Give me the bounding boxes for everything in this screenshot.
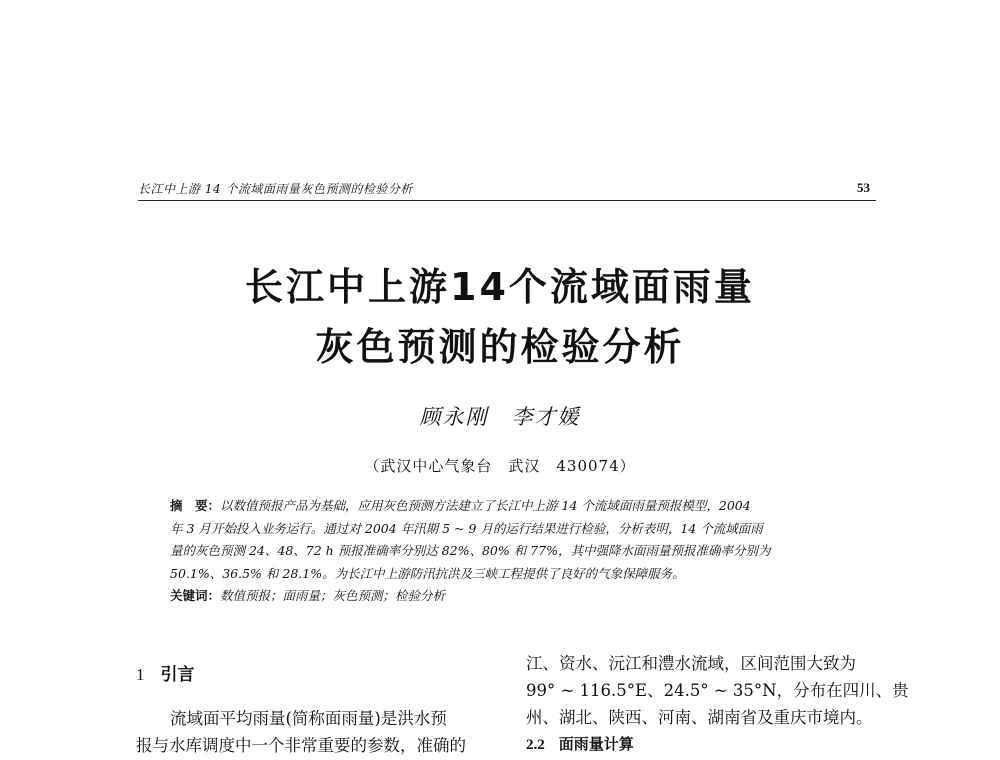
abstract-label: 摘 要：	[170, 498, 221, 513]
body-line: 州、湖北、陕西、河南、湖南省及重庆市境内。	[526, 708, 873, 727]
abstract-text: 以数值预报产品为基础，应用灰色预测方法建立了长江中上游 14 个流域面雨量预报模型，2004	[220, 498, 751, 513]
body-line: 流域面平均雨量(简称面雨量)是洪水预	[170, 709, 447, 728]
keywords-label: 关键词：	[170, 588, 221, 603]
affiliation: （武汉中心气象台 武汉 430074）	[364, 457, 636, 475]
keywords	[170, 585, 850, 608]
body-line: 99° ~ 116.5°E、24.5° ~ 35°N，分布在四川、贵	[526, 681, 909, 700]
abstract-line: 量的灰色预测 24、48、72 h 预报准确率分别达 82%、80% 和 77%，其中强降水面雨量预报准确率分别为	[170, 543, 771, 558]
abstract	[170, 495, 850, 608]
left-column	[136, 660, 496, 759]
subsection-number: 2.2	[526, 737, 545, 753]
paper-title-line-2: 灰色预测的检验分析	[315, 325, 685, 369]
running-head	[138, 176, 876, 201]
abstract-line: 年 3 月开始投入业务运行。通过对 2004 年汛期 5 ~ 9 月的运行结果进行检验，分析表明，14 个流域面雨	[170, 520, 763, 536]
section-title: 引言	[160, 665, 195, 685]
subsection-title: 面雨量计算	[558, 735, 634, 753]
right-column	[526, 650, 909, 758]
subsection-heading	[526, 731, 886, 758]
body-line: 报与水库调度中一个非常重要的参数，准确的	[136, 736, 466, 755]
body-line: 江、资水、沅江和澧水流域，区间范围大致为	[526, 654, 856, 673]
running-head-title: 长江中上游 14 个流域面雨量灰色预测的检验分析	[138, 182, 413, 196]
keywords-text: 数值预报；面雨量；灰色预测；检验分析	[220, 588, 446, 603]
abstract-line	[170, 495, 850, 518]
abstract-line: 50.1%、36.5% 和 28.1%。为长江中上游防汛抗洪及三峡工程提供了良好的气象保障服务。	[170, 565, 685, 581]
section-number: 1	[136, 665, 145, 684]
paper-title-line-1: 长江中上游14个流域面雨量	[245, 265, 755, 309]
authors: 顾永刚 李才媛	[419, 405, 581, 429]
section-heading-introduction	[136, 660, 496, 685]
page-number: 53	[857, 180, 870, 195]
